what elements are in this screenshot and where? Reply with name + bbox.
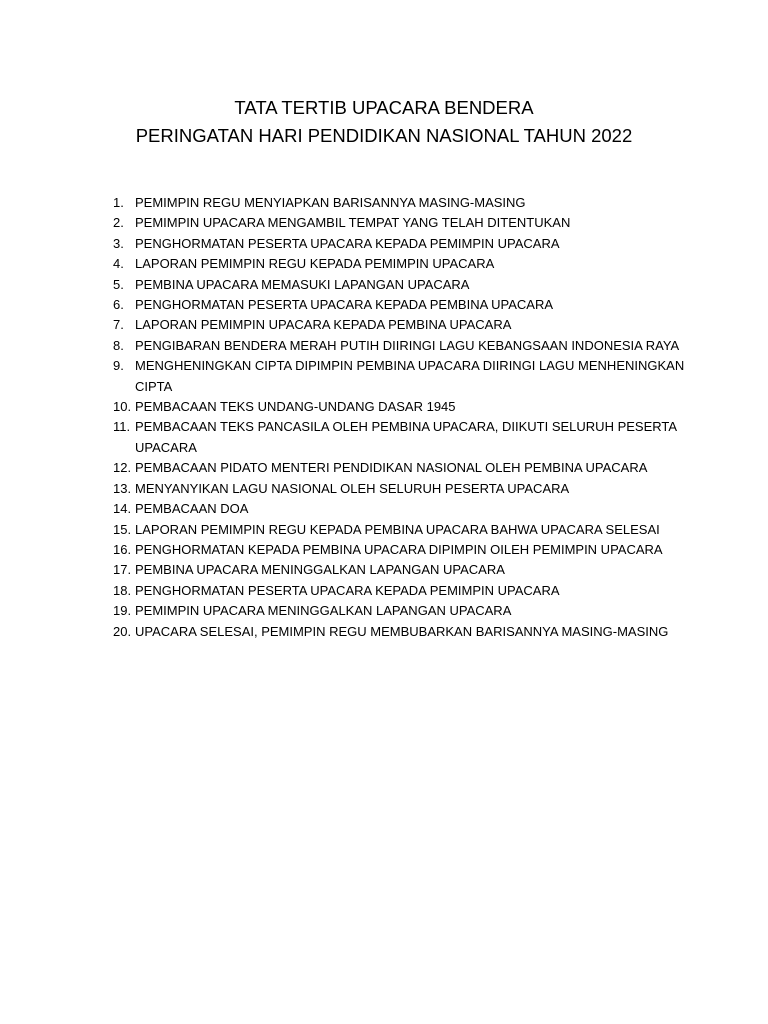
item-number: 12.	[113, 460, 132, 476]
item-number: 9.	[113, 358, 124, 374]
list-item	[113, 397, 713, 417]
item-text: PENGIBARAN BENDERA MERAH PUTIH DIIRINGI LAGU KEBANGSAAN INDONESIA RAYA	[135, 337, 680, 353]
item-text: PEMIMPIN UPACARA MENGAMBIL TEMPAT YANG TELAH DITENTUKAN	[135, 215, 571, 231]
item-number: 2.	[113, 215, 124, 231]
list-item	[113, 295, 713, 315]
list-item	[113, 622, 713, 642]
list-item	[113, 356, 713, 397]
item-text: PENGHORMATAN PESERTA UPACARA KEPADA PEMIMPIN UPACARA	[135, 582, 560, 598]
item-text: MENGHENINGKAN CIPTA DIPIMPIN PEMBINA UPACARA DIIRINGI LAGU MENHENINGKAN CIPTA	[135, 358, 685, 394]
item-text: LAPORAN PEMIMPIN UPACARA KEPADA PEMBINA UPACARA	[135, 317, 512, 333]
item-number: 10.	[113, 399, 132, 415]
item-text: PENGHORMATAN KEPADA PEMBINA UPACARA DIPIMPIN OILEH PEMIMPIN UPACARA	[135, 541, 663, 557]
item-number: 1.	[113, 195, 124, 210]
item-text: PEMBINA UPACARA MENINGGALKAN LAPANGAN UPACARA	[135, 562, 505, 578]
item-number: 14.	[113, 501, 132, 517]
item-number: 15.	[113, 521, 132, 537]
list-item	[113, 213, 713, 233]
list-item	[113, 336, 713, 356]
item-text: MENYANYIKAN LAGU NASIONAL OLEH SELURUH PESERTA UPACARA	[135, 480, 570, 496]
item-number: 16.	[113, 541, 132, 557]
list-item	[113, 499, 713, 519]
list-item	[113, 560, 713, 580]
list-item	[113, 315, 713, 335]
item-number: 7.	[113, 317, 124, 333]
item-text: PEMBACAAN TEKS PANCASILA OLEH PEMBINA UPACARA, DIIKUTI SELURUH PESERTA UPACARA	[135, 419, 677, 455]
list-item	[113, 520, 713, 540]
item-text: PEMBACAAN PIDATO MENTERI PENDIDIKAN NASIONAL OLEH PEMBINA UPACARA	[135, 460, 648, 476]
item-number: 5.	[113, 276, 124, 292]
document-title	[0, 94, 768, 150]
item-text: PEMIMPIN UPACARA MENINGGALKAN LAPANGAN UPACARA	[135, 603, 512, 619]
list-item	[113, 234, 713, 254]
item-number: 6.	[113, 297, 124, 313]
item-number: 8.	[113, 337, 124, 353]
item-text: UPACARA SELESAI, PEMIMPIN REGU MEMBUBARKAN BARISANNYA MASING-MASING	[135, 623, 669, 639]
item-number: 11.	[113, 419, 131, 435]
list-item	[113, 275, 713, 295]
ceremony-procedure-list	[113, 193, 713, 642]
item-text: PEMBACAAN DOA	[135, 501, 249, 517]
list-item	[113, 581, 713, 601]
item-number: 19.	[113, 603, 132, 619]
item-text: PENGHORMATAN PESERTA UPACARA KEPADA PEMIMPIN UPACARA	[135, 235, 560, 251]
title-line-1: TATA TERTIB UPACARA BENDERA	[234, 97, 534, 118]
list-item	[113, 417, 713, 458]
list-item	[113, 540, 713, 560]
list-item	[113, 193, 713, 213]
item-text: PENGHORMATAN PESERTA UPACARA KEPADA PEMBINA UPACARA	[135, 297, 554, 313]
list-item	[113, 601, 713, 621]
item-number: 18.	[113, 582, 132, 598]
item-number: 3.	[113, 235, 124, 251]
item-text: PEMBACAAN TEKS UNDANG-UNDANG DASAR 1945	[135, 399, 456, 415]
item-text: PEMBINA UPACARA MEMASUKI LAPANGAN UPACARA	[135, 276, 470, 292]
item-text: PEMIMPIN REGU MENYIAPKAN BARISANNYA MASING-MASING	[135, 195, 526, 210]
item-number: 17.	[113, 562, 132, 578]
list-item	[113, 479, 713, 499]
list-item	[113, 254, 713, 274]
item-number: 20.	[113, 623, 132, 639]
item-text: LAPORAN PEMIMPIN REGU KEPADA PEMBINA UPACARA BAHWA UPACARA SELESAI	[135, 521, 660, 537]
title-line-2: PERINGATAN HARI PENDIDIKAN NASIONAL TAHUN 2022	[135, 125, 633, 146]
item-number: 13.	[113, 480, 132, 496]
item-text: LAPORAN PEMIMPIN REGU KEPADA PEMIMPIN UPACARA	[135, 256, 495, 272]
list-item	[113, 458, 713, 478]
item-number: 4.	[113, 256, 124, 272]
